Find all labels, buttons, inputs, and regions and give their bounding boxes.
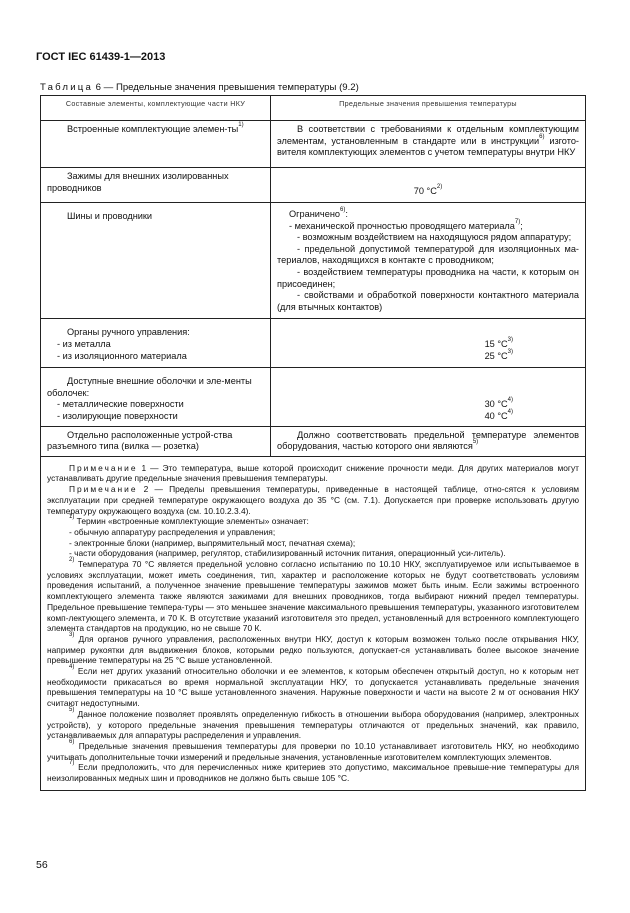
list-item: - из металла xyxy=(57,338,111,349)
footnote-5 xyxy=(47,706,579,741)
notes-row xyxy=(41,456,586,790)
table-row xyxy=(41,368,586,426)
footnote-ref: 5) xyxy=(472,439,479,446)
footnote-7 xyxy=(47,762,579,783)
table-notes xyxy=(41,456,586,790)
cell-text: Ограничено xyxy=(289,209,341,219)
cell-terminals-limit xyxy=(271,168,586,203)
list-item: - воздействием температуры проводника на части, к которым он присоединен; xyxy=(277,266,579,289)
table-caption-text: 6 — Предельные значения превышения температуры (9.2) xyxy=(93,82,359,93)
row-manual-controls xyxy=(41,319,271,368)
list-item: - свойствами и обработкой поверхности контактного материала (для втычных контактов) xyxy=(277,290,579,312)
footnote-ref: 1) xyxy=(238,122,244,128)
footnote-mark: 1) xyxy=(69,514,75,521)
footnote-mark: 3) xyxy=(69,631,75,638)
cell-text: Органы ручного управления: xyxy=(67,327,190,338)
note-text: 1 — Это температура, выше которой происходит снижение прочности меди. Для других материалов могут устанавливать другие предельные значения превышения температуры. xyxy=(47,462,579,484)
note-2 xyxy=(47,484,579,516)
footnote-text: Температура 70 °С является предельной условно согласно испытанию по 10.10 НКУ, эксплуатируемое или испытываемое в условиях эксплуатации, может иметь соединения, тип, характер и расположение которых не будут соответствовать условиям проведения испытаний, а полученное значение превышение температуры зажимов может быть иным. Если зажимы встроенного комплектующего элемента также являются зажимами для внешних проводников, тогда выбирают нижний предел температуры. Предельное превышение темпера-туры — это меньшее значение максимального превышения температуры, указанного изготовителем комп-лектующего элемента, и 70 К. В отсутствие указаний изготовителя это предел, установленный для встроенного комплектующего элемента стандартов на продукцию, но не свыше 70 К. xyxy=(47,559,579,634)
cell-text: Зажимы для внешних изолированных проводников xyxy=(47,171,229,193)
footnote-1 xyxy=(47,516,579,527)
footnote-4 xyxy=(47,666,579,709)
cell-manual-controls-limits xyxy=(271,319,586,368)
row-built-in-components xyxy=(41,121,271,168)
cell-text: Должно соответствовать предельной температуре элементов оборудования, частью которого они являются xyxy=(277,429,579,452)
document-header: ГОСТ IEC 61439-1—2013 xyxy=(36,51,166,63)
footnote-ref: 2) xyxy=(436,184,443,191)
page-number: 56 xyxy=(36,859,48,871)
footnote-3 xyxy=(47,631,579,666)
list-item: - возможным воздействием на находящуюся рядом аппаратуру; xyxy=(297,232,572,243)
cell-busbars-limits xyxy=(271,203,586,319)
cell-value: 70 °С xyxy=(413,186,437,197)
note-text: 2 — Пределы превышения температуры, приведенные в настоящей таблице, отно-сятся к условиям эксплуатации при средней температуре окружающего воздуха до 35 °С (см. 7.1). Допускается при проверке использовать другую температуру окружающего воздуха (см. 10.10.2.3.4). xyxy=(47,484,579,516)
footnote-mark: 4) xyxy=(69,664,75,671)
cell-text: Доступные внешние оболочки и эле-менты оболочек: xyxy=(47,376,252,398)
cell-text: ; xyxy=(520,220,523,231)
cell-built-in-limits xyxy=(271,121,586,168)
table-header-row xyxy=(41,96,586,121)
list-item: - металлические поверхности xyxy=(57,399,184,410)
footnote-ref: 3) xyxy=(507,336,513,343)
cell-text: Шины и проводники xyxy=(67,211,153,221)
list-item: - предельной допустимой температурой для изоляционных ма-териалов, находящихся в контакте с проводником; xyxy=(277,243,579,266)
cell-text: : xyxy=(345,209,348,219)
cell-value: 40 °С xyxy=(484,410,508,421)
footnote-mark: 6) xyxy=(69,738,75,745)
footnote-mark: 2) xyxy=(69,557,75,564)
cell-enclosures-limits xyxy=(271,368,586,426)
footnote-list-item: - обычную аппаратуру распределения и управления; xyxy=(69,526,276,537)
cell-text: В соответствии с требованиями к отдельным комплектующим элементам, установленным в стандарте или в инструкции xyxy=(277,124,579,146)
list-item: - механической прочностью проводящего материала xyxy=(289,220,515,231)
row-terminals xyxy=(41,168,271,203)
footnote-text: Термин «встроенные комплектующие элементы» означает: xyxy=(74,516,309,527)
cell-value: 25 °С xyxy=(484,350,508,361)
table-row xyxy=(41,121,586,168)
cell-plug-socket-limits xyxy=(271,426,586,456)
table-row xyxy=(41,426,586,456)
footnote-ref: 6) xyxy=(539,133,545,140)
footnote-ref: 4) xyxy=(507,408,513,415)
footnote-list-item: - части оборудования (например, регулятор, стабилизированный источник питания, операционный уси-литель). xyxy=(69,548,506,559)
footnote-ref: 4) xyxy=(507,397,513,404)
footnote-mark: 7) xyxy=(69,760,75,767)
note-label: Примечание xyxy=(69,462,138,473)
footnote-2 xyxy=(47,559,579,634)
footnote-ref: 3) xyxy=(507,348,513,355)
header-cell-limits: Предельные значения превышения температуры xyxy=(271,96,586,121)
footnote-list-item: - электронные блоки (например, выпрямительный мост, печатная схема); xyxy=(69,537,356,548)
footnote-6 xyxy=(47,738,579,762)
list-item: - изолирующие поверхности xyxy=(57,410,178,421)
header-cell-components: Составные элементы, комплектующие части НКУ xyxy=(41,96,271,121)
footnote-text: Если нет других указаний относительно оболочки и ее элементов, к которым обеспечен открытый доступ, но к которым нет необходимости прикасаться во время нормальной эксплуатации НКУ, то допускается устанавливать предельные значения превышения температуры на 10 °С выше установленного значения. Наружные поверхности и части на высоте 2 м от основания НКУ считают недоступными. xyxy=(47,666,579,709)
note-label: Примечание xyxy=(69,484,138,495)
table-row xyxy=(41,319,586,368)
cell-value: 30 °С xyxy=(484,399,508,410)
footnote-text: Для органов ручного управления, расположенных внутри НКУ, доступ к которым возможен только после открывания НКУ, например рукоятки для выдвижения блоков, которыми редко пользуются, допускает-ся устанавливать более высокое значение превышение температуры на 25 °С выше установленной. xyxy=(47,633,579,666)
footnote-ref: 6) xyxy=(340,207,346,213)
note-1 xyxy=(47,463,579,484)
table-caption-word: Таблица xyxy=(40,82,94,93)
cell-text: Встроенные комплектующие элемен-ты xyxy=(67,124,239,134)
table-caption xyxy=(40,82,359,93)
table-row xyxy=(41,203,586,319)
list-item: - из изоляционного материала xyxy=(57,350,187,361)
footnote-mark: 5) xyxy=(69,706,75,713)
cell-value: 15 °С xyxy=(484,338,508,349)
row-plug-socket xyxy=(41,426,271,456)
table-row xyxy=(41,168,586,203)
cell-text: изгото-вителя комплектующих элементов с учетом температуры внутри НКУ xyxy=(277,135,579,158)
row-enclosures xyxy=(41,368,271,426)
cell-text: Отдельно расположенные устрой-ства разъемного типа (вилка — розетка) xyxy=(47,429,233,452)
footnote-text: Если предположить, что для перечисленных ниже критериев это допустимо, максимальное превыше-ние температуры для неизолированных медных шин и проводников не должно быть свыше 105 °С. xyxy=(47,762,579,784)
footnote-ref: 7) xyxy=(514,218,521,225)
temperature-limits-table xyxy=(40,95,586,791)
footnote-text: Предельные значения превышения температуры для проверки по 10.10 устанавливает изготовитель НКУ, но необходимо учитывать дополнительные точки измерений и предельные значения, установленные изготовителем комплектующих элементов. xyxy=(47,740,579,762)
footnote-text: Данное положение позволяет проявлять определенную гибкость в отношении выбора оборудования (например, электронных устройств), у которого предельные значения превышения температуры отличаются от предельных значений, как правило, устанавливаемых для аппаратуры распределения и управления. xyxy=(47,708,579,741)
row-busbars xyxy=(41,203,271,319)
